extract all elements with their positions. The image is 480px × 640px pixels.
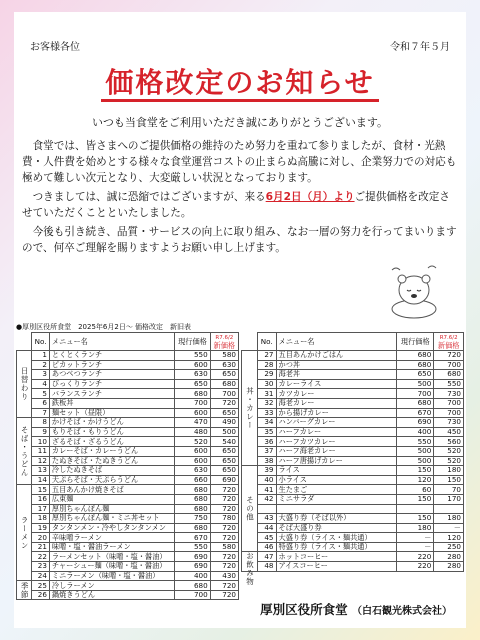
item-number: 44	[257, 523, 276, 533]
col-current: 現行価格	[397, 333, 434, 351]
item-number: 6	[32, 398, 50, 408]
item-name: かけそば・かけうどん	[49, 418, 174, 428]
table-row	[242, 562, 464, 572]
table-row	[242, 514, 464, 524]
current-price: 680	[175, 494, 210, 504]
current-price: 750	[175, 514, 210, 524]
item-number: 46	[257, 542, 276, 552]
new-price: 780	[210, 514, 238, 524]
new-price: 520	[434, 456, 464, 466]
item-number: 41	[257, 485, 276, 495]
item-number: 47	[257, 552, 276, 562]
current-price: 60	[397, 485, 434, 495]
table-row	[17, 590, 239, 600]
item-name: 五目あんかけごはん	[276, 351, 397, 361]
table-row	[242, 398, 464, 408]
current-price: 150	[397, 466, 434, 476]
item-name: 天ぷらそば・天ぷらうどん	[49, 475, 174, 485]
item-number: 7	[32, 408, 50, 418]
table-row	[17, 446, 239, 456]
item-name: たぬきそば・たぬきうどん	[49, 456, 174, 466]
item-number: 3	[32, 370, 50, 380]
item-name: 広東麺	[49, 494, 174, 504]
notice-date: 令和７年５月	[390, 42, 450, 53]
table-row	[17, 427, 239, 437]
item-number: 43	[257, 514, 276, 524]
new-price: 280	[434, 562, 464, 572]
new-price: 550	[434, 379, 464, 389]
current-price: 690	[397, 418, 434, 428]
item-number: 28	[257, 360, 276, 370]
table-row	[242, 446, 464, 456]
current-price: 650	[397, 370, 434, 380]
current-price: －	[397, 542, 434, 552]
current-price: 150	[397, 494, 434, 504]
item-number: 32	[257, 398, 276, 408]
current-price: 220	[397, 552, 434, 562]
new-price: 700	[434, 398, 464, 408]
current-price: 660	[175, 475, 210, 485]
item-name: もりそば・もりうどん	[49, 427, 174, 437]
category-label: その他	[242, 466, 258, 552]
table-row	[242, 504, 464, 514]
item-name: 五目あんかけ焼きそば	[49, 485, 174, 495]
table-row	[242, 370, 464, 380]
category-label: 日替わり	[17, 351, 32, 418]
item-number: 20	[32, 533, 50, 543]
col-new: R7.6/2 新価格	[210, 333, 238, 351]
item-number: 26	[32, 590, 50, 600]
current-price: 680	[175, 389, 210, 399]
new-price: 720	[210, 562, 238, 572]
new-price: 720	[210, 504, 238, 514]
item-name: ハンバーグカレー	[276, 418, 397, 428]
item-number: 27	[257, 351, 276, 361]
table-row	[242, 456, 464, 466]
current-price: 680	[175, 485, 210, 495]
new-price: 720	[210, 533, 238, 543]
table-row	[242, 475, 464, 485]
item-number: 11	[32, 446, 50, 456]
item-number: 22	[32, 552, 50, 562]
table-row	[17, 533, 239, 543]
new-price: 650	[210, 466, 238, 476]
table-row	[242, 351, 464, 361]
col-current: 現行価格	[175, 333, 210, 351]
item-number: 18	[32, 514, 50, 524]
item-number: 12	[32, 456, 50, 466]
new-price: 720	[210, 494, 238, 504]
item-name: カツカレー	[276, 389, 397, 399]
new-price: 280	[434, 552, 464, 562]
item-name: ミニラーメン（味噌・塩・醤油）	[49, 571, 174, 581]
new-price: 520	[434, 446, 464, 456]
current-price: 400	[175, 571, 210, 581]
item-name: 厚別ちゃんぽん麺	[49, 504, 174, 514]
current-price: 650	[175, 379, 210, 389]
table-row	[17, 504, 239, 514]
new-price: 120	[434, 533, 464, 543]
table-row	[17, 360, 239, 370]
table-row	[242, 533, 464, 543]
new-price: 150	[434, 475, 464, 485]
new-price: 690	[210, 475, 238, 485]
current-price: 680	[397, 360, 434, 370]
current-price	[397, 504, 434, 514]
current-price: 630	[175, 370, 210, 380]
current-price: 680	[397, 351, 434, 361]
col-no: No.	[257, 333, 276, 351]
category-label: お飲み物	[242, 552, 258, 571]
table-row	[17, 485, 239, 495]
new-price: 500	[210, 427, 238, 437]
item-number: 36	[257, 437, 276, 447]
table-row	[17, 523, 239, 533]
new-price: 720	[210, 398, 238, 408]
new-price: 650	[210, 370, 238, 380]
table-row	[17, 379, 239, 389]
table-row	[17, 466, 239, 476]
current-price: 670	[175, 533, 210, 543]
table-row	[242, 379, 464, 389]
item-name: 海老丼	[276, 370, 397, 380]
current-price: 180	[397, 523, 434, 533]
item-name: ハーフ海老カレー	[276, 446, 397, 456]
new-price: 700	[210, 389, 238, 399]
current-price: 120	[397, 475, 434, 485]
current-price: 700	[175, 398, 210, 408]
new-price: 720	[210, 590, 238, 600]
item-name: カレーそば・カレーうどん	[49, 446, 174, 456]
new-price: 720	[434, 351, 464, 361]
table-row	[17, 408, 239, 418]
current-price: 600	[175, 408, 210, 418]
item-number: 14	[32, 475, 50, 485]
item-name: 鉄板丼	[49, 398, 174, 408]
col-name: メニュー名	[49, 333, 174, 351]
item-number: 23	[32, 562, 50, 572]
new-price: 680	[210, 379, 238, 389]
item-name: 小ライス	[276, 475, 397, 485]
table-row	[242, 418, 464, 428]
item-number: 4	[32, 379, 50, 389]
table-row	[17, 389, 239, 399]
item-number: 13	[32, 466, 50, 476]
current-price: 680	[397, 398, 434, 408]
col-new: R7.6/2 新価格	[434, 333, 464, 351]
item-number: 5	[32, 389, 50, 399]
col-name: メニュー名	[276, 333, 397, 351]
item-number: 34	[257, 418, 276, 428]
new-price: 730	[434, 418, 464, 428]
new-price: 720	[210, 485, 238, 495]
new-price: 70	[434, 485, 464, 495]
new-price: 170	[434, 494, 464, 504]
current-price: 470	[175, 418, 210, 428]
item-number: 48	[257, 562, 276, 572]
addressee: お客様各位	[30, 42, 80, 53]
new-price: 650	[210, 408, 238, 418]
current-price: 550	[397, 437, 434, 447]
item-name: あつべつランチ	[49, 370, 174, 380]
new-price: 430	[210, 571, 238, 581]
item-name: 大盛り券（ライス・麺共通）	[276, 533, 397, 543]
item-number: 45	[257, 533, 276, 543]
table-row	[242, 485, 464, 495]
item-number: 2	[32, 360, 50, 370]
table-title: ●厚別区役所食堂 2025年6月2日～ 価格改定 新旧表	[16, 323, 192, 331]
current-price: 680	[175, 523, 210, 533]
item-name: びっくりランチ	[49, 379, 174, 389]
paragraph-closing: 今後も引き続き、品質・サービスの向上に取り組み、なお一層の努力を行ってまいりますので、何卒ご理解を賜りますようお願い申し上げます。	[22, 226, 457, 254]
price-table-left	[16, 332, 239, 600]
item-name: バランスランチ	[49, 389, 174, 399]
new-price: 680	[434, 370, 464, 380]
new-price: 630	[210, 360, 238, 370]
current-price: 480	[175, 427, 210, 437]
current-price: 550	[175, 351, 210, 361]
current-price: 690	[175, 562, 210, 572]
item-number: 25	[32, 581, 50, 591]
table-row	[242, 494, 464, 504]
item-name: 冷しラーメン	[49, 581, 174, 591]
current-price: 220	[397, 562, 434, 572]
item-name: かつ丼	[276, 360, 397, 370]
current-price: 400	[397, 427, 434, 437]
item-name: カレーライス	[276, 379, 397, 389]
item-number: 9	[32, 427, 50, 437]
item-number: 24	[32, 571, 50, 581]
new-price	[434, 504, 464, 514]
current-price: 630	[175, 466, 210, 476]
category-label: 季節	[17, 581, 32, 600]
item-number: 40	[257, 475, 276, 485]
category-label: ラーメン	[17, 485, 32, 581]
item-number: 21	[32, 542, 50, 552]
current-price: 600	[175, 456, 210, 466]
new-price: 650	[210, 456, 238, 466]
item-number: 29	[257, 370, 276, 380]
current-price: －	[397, 533, 434, 543]
item-number: 39	[257, 466, 276, 476]
item-number	[257, 504, 276, 514]
new-price: 700	[434, 360, 464, 370]
col-no: No.	[32, 333, 50, 351]
item-number: 42	[257, 494, 276, 504]
table-row	[17, 494, 239, 504]
table-row	[17, 562, 239, 572]
item-name: とくとくランチ	[49, 351, 174, 361]
new-price: 720	[210, 523, 238, 533]
new-price: 700	[434, 408, 464, 418]
item-number: 31	[257, 389, 276, 399]
current-price: 680	[175, 504, 210, 514]
item-name: ざるそば・ざるうどん	[49, 437, 174, 447]
current-price: 500	[397, 379, 434, 389]
item-name: ハーフ唐揚げカレー	[276, 456, 397, 466]
current-price: 670	[397, 408, 434, 418]
item-number: 1	[32, 351, 50, 361]
new-price: 250	[434, 542, 464, 552]
new-price: 580	[210, 542, 238, 552]
item-number: 33	[257, 408, 276, 418]
table-row	[17, 437, 239, 447]
item-name: 厚別ちゃんぽん麺・ミニ丼セット	[49, 514, 174, 524]
category-label: そば・うどん	[17, 418, 32, 485]
new-price: 180	[434, 514, 464, 524]
paragraph-revision: つきましては、誠に恐縮ではございますが、来る6月2日（月）よりご提供価格を改定させていただくことといたしました。	[22, 191, 450, 219]
new-price: 720	[210, 581, 238, 591]
item-number: 35	[257, 427, 276, 437]
new-price: 180	[434, 466, 464, 476]
current-price: 550	[175, 542, 210, 552]
bear-mascot-bowing-icon	[384, 262, 444, 320]
item-name: 辛味噌ラーメン	[49, 533, 174, 543]
item-name: 特盛り券（ライス・麺共通）	[276, 542, 397, 552]
table-row	[242, 552, 464, 562]
current-price: 700	[175, 590, 210, 600]
footer-signature: 厚別区役所食堂 （白石観光株式会社）	[260, 602, 452, 617]
item-number: 15	[32, 485, 50, 495]
item-name: ホットコーヒー	[276, 552, 397, 562]
item-number: 38	[257, 456, 276, 466]
item-number: 16	[32, 494, 50, 504]
table-row	[242, 466, 464, 476]
table-row	[242, 389, 464, 399]
table-row	[17, 581, 239, 591]
item-name: ライス	[276, 466, 397, 476]
table-row	[242, 360, 464, 370]
page-title: 価格改定のお知らせ	[0, 66, 480, 100]
item-number: 8	[32, 418, 50, 428]
table-row	[17, 571, 239, 581]
item-name: ハーフカツカレー	[276, 437, 397, 447]
table-row	[17, 398, 239, 408]
item-name: タンタンメン・冷やしタンタンメン	[49, 523, 174, 533]
item-name: ピカットランチ	[49, 360, 174, 370]
new-price: －	[434, 523, 464, 533]
item-name: 大盛り券（そば以外）	[276, 514, 397, 524]
item-name: から揚げカレー	[276, 408, 397, 418]
current-price: 680	[175, 581, 210, 591]
current-price: 600	[175, 360, 210, 370]
item-name: 海老カレー	[276, 398, 397, 408]
item-number: 37	[257, 446, 276, 456]
category-label: 丼・カレー	[242, 351, 258, 466]
item-number: 30	[257, 379, 276, 389]
item-name: 味噌・塩・醤油ラーメン	[49, 542, 174, 552]
item-name: ハーフカレー	[276, 427, 397, 437]
new-price: 650	[210, 446, 238, 456]
price-table-right	[241, 332, 464, 587]
paragraph-cost: 食堂では、皆さまへのご提供価格の維持のため努力を重ねて参りましたが、食材・光熱費・人件費を始めとする様々な食堂運営コストの止まらぬ高騰に対し、企業努力での対応も極めて難しい次元となり、大変厳しい状況となっております。	[22, 140, 457, 184]
current-price: 150	[397, 514, 434, 524]
item-name: ラーメンセット（味噌・塩・醤油）	[49, 552, 174, 562]
new-price: 580	[210, 351, 238, 361]
new-price: 560	[434, 437, 464, 447]
item-name: アイスコーヒー	[276, 562, 397, 572]
item-name: そば大盛り券	[276, 523, 397, 533]
new-price: 490	[210, 418, 238, 428]
table-row	[17, 542, 239, 552]
table-row	[242, 408, 464, 418]
item-name: 冷したぬきそば	[49, 466, 174, 476]
table-row	[17, 514, 239, 524]
item-name	[276, 504, 397, 514]
item-number: 10	[32, 437, 50, 447]
table-row	[242, 437, 464, 447]
table-row	[242, 542, 464, 552]
table-row	[242, 523, 464, 533]
table-row	[242, 427, 464, 437]
current-price: 600	[175, 446, 210, 456]
table-row	[17, 370, 239, 380]
table-row	[17, 418, 239, 428]
item-number: 17	[32, 504, 50, 514]
current-price: 690	[175, 552, 210, 562]
item-name: チャーシュー麺（味噌・塩・醤油）	[49, 562, 174, 572]
item-name: 鍋焼きうどん	[49, 590, 174, 600]
item-number: 19	[32, 523, 50, 533]
current-price: 500	[397, 446, 434, 456]
new-price: 720	[210, 552, 238, 562]
current-price: 520	[175, 437, 210, 447]
item-name: ミニサラダ	[276, 494, 397, 504]
current-price: 500	[397, 456, 434, 466]
item-name: 生たまご	[276, 485, 397, 495]
greeting: いつも当食堂をご利用いただき誠にありがとうございます。	[91, 116, 389, 129]
item-name: 麺セット（昼限）	[49, 408, 174, 418]
table-row	[17, 552, 239, 562]
new-price: 450	[434, 427, 464, 437]
revision-date: 6月2日（月）より	[265, 191, 355, 203]
table-row	[17, 351, 239, 361]
table-row	[17, 475, 239, 485]
current-price: 700	[397, 389, 434, 399]
table-row	[17, 456, 239, 466]
new-price: 540	[210, 437, 238, 447]
new-price: 730	[434, 389, 464, 399]
